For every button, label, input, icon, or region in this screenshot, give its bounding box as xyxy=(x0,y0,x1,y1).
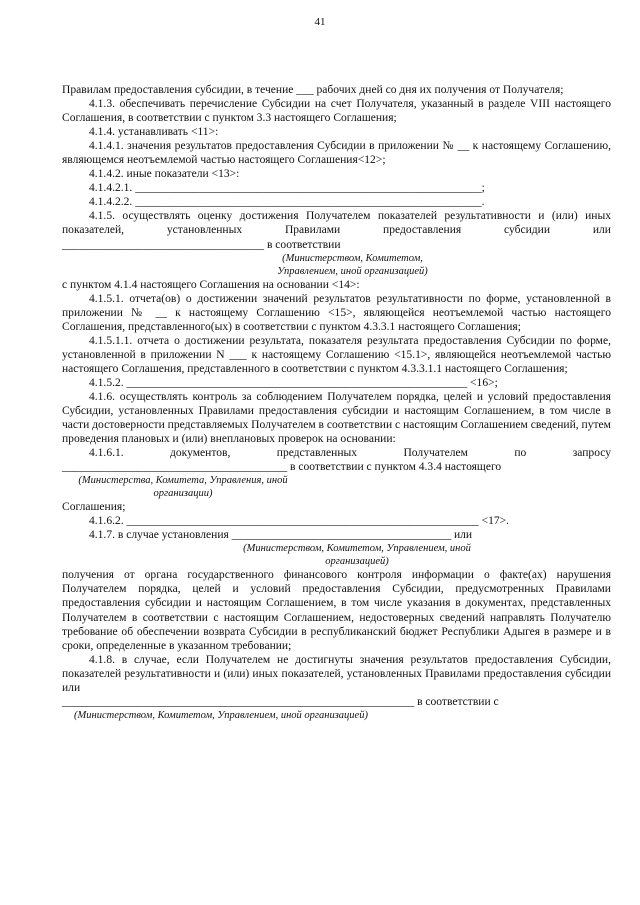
paragraph-4-1-6: 4.1.6. осуществлять контроль за соблюдением Получателем порядка, целей и условий предоставления Субсидии, установленных Правилами предоставления субсидии и настоящим Соглашением, в том числе в части достоверности представляемых Получателем в соответствии с настоящим Соглашением сведений, путем проведения плановых и (или) внеплановых проверок на основании: xyxy=(62,390,611,446)
paragraph-4-1-6-1-blank: _______________________________________ в соответствии с пунктом 4.3.4 настоящего xyxy=(62,461,502,474)
paragraph-4-1-5-1: 4.1.5.1. отчета(ов) о достижении значений результатов результативности по форме, установленной в приложении № __ к настоящему Соглашению <15>, являющейся неотъемлемой частью настоящего Соглашения, представленного(ых) в соответствии с пунктом 4.3.3.1 настоящего Соглашения; xyxy=(62,292,611,333)
caption-ministry-2: (Министерства, Комитета, Управления, иной организации) xyxy=(78,475,288,500)
paragraph-4-1-3: 4.1.3. обеспечивать перечисление Субсидии на счет Получателя, указанный в разделе VIII настоящего Соглашения, в соответствии с пунктом 3.3 настоящего Соглашения; xyxy=(62,98,611,125)
caption-ministry-4: (Министерством, Комитетом, Управлением, иной организацией) xyxy=(74,709,368,721)
paragraph-4-1-6-2: 4.1.6.2. _____________________________________________________________ <17>. xyxy=(89,515,510,528)
document-body xyxy=(62,83,611,722)
paragraph-4-1-5-2: 4.1.5.2. ___________________________________________________________ <16>; xyxy=(89,376,498,389)
paragraph-agreement: Соглашения; xyxy=(62,501,126,514)
paragraph-4-1-8-blank: _____________________________________________________________ в соответствии с xyxy=(62,695,499,708)
caption-ministry-3: (Министерством, Комитетом, Управлением, иной организацией) xyxy=(243,543,471,568)
paragraph-4-1-7-cont: получения от органа государственного финансового контроля информации о факте(ах) нарушения Получателем порядка, целей и условий предоставления Субсидии, предусмотренных Правилами предоставления субсидии и настоящим Соглашением, в том числе указания в документах, представленных Получателем в соответствии с настоящим Соглашением, недостоверных сведений направлять Получателю требование об обеспечении возврата Субсидии в республиканский бюджет Республики Адыгея в размере и в сроки, определенные в указанном требовании; xyxy=(62,569,611,652)
paragraph-4-1-5: 4.1.5. осуществлять оценку достижения Получателем показателей результативности и (или) иных показателей, установленных Правилами предоставления субсидии или xyxy=(62,210,611,237)
paragraph-4-1-4-2-2: 4.1.4.2.2. ____________________________________________________________. xyxy=(89,196,485,209)
paragraph-4-1-4-2: 4.1.4.2. иные показатели <13>: xyxy=(89,168,240,181)
caption-ministry-1: (Министерством, Комитетом, Управлением, иной организацией) xyxy=(277,252,428,277)
paragraph-4-1-5-blank: ___________________________________ в соответствии xyxy=(62,238,341,251)
paragraph-4-1-4-2-1: 4.1.4.2.1. ____________________________________________________________; xyxy=(89,182,485,195)
paragraph-4-1-7: 4.1.7. в случае установления ______________________________________ или xyxy=(89,529,473,542)
paragraph-4-1-4: 4.1.4. устанавливать <11>: xyxy=(89,126,219,139)
page-number: 41 xyxy=(314,16,326,28)
paragraph-4-1-6-1: 4.1.6.1. документов, представленных Получателем по запросу xyxy=(89,447,611,460)
paragraph-4-1-8: 4.1.8. в случае, если Получателем не достигнуты значения результатов предоставления Субсидии, показателей результативности и (или) иных показателей, установленных Правилами предоставления субсидии или xyxy=(62,653,611,694)
paragraph-4-1-5-1-1: 4.1.5.1.1. отчета о достижении результата, показателя результата предоставления Субсидии по форме, установленной в приложении N ___ к настоящему Соглашению <15.1>, являющейся неотъемлемой частью настоящего Соглашения, представленного в соответствии с пунктом 4.3.3.1.1 настоящего Соглашения; xyxy=(62,334,611,375)
paragraph-continuation: Правилам предоставления субсидии, в течение ___ рабочих дней со дня их получения от Получателя; xyxy=(62,84,564,96)
paragraph-4-1-5-basis: с пунктом 4.1.4 настоящего Соглашения на основании <14>: xyxy=(62,278,360,291)
paragraph-4-1-4-1: 4.1.4.1. значения результатов предоставления Субсидии в приложении № __ к настоящему Соглашению, являющемся неотъемлемой частью настоящего Соглашения<12>; xyxy=(62,140,611,167)
